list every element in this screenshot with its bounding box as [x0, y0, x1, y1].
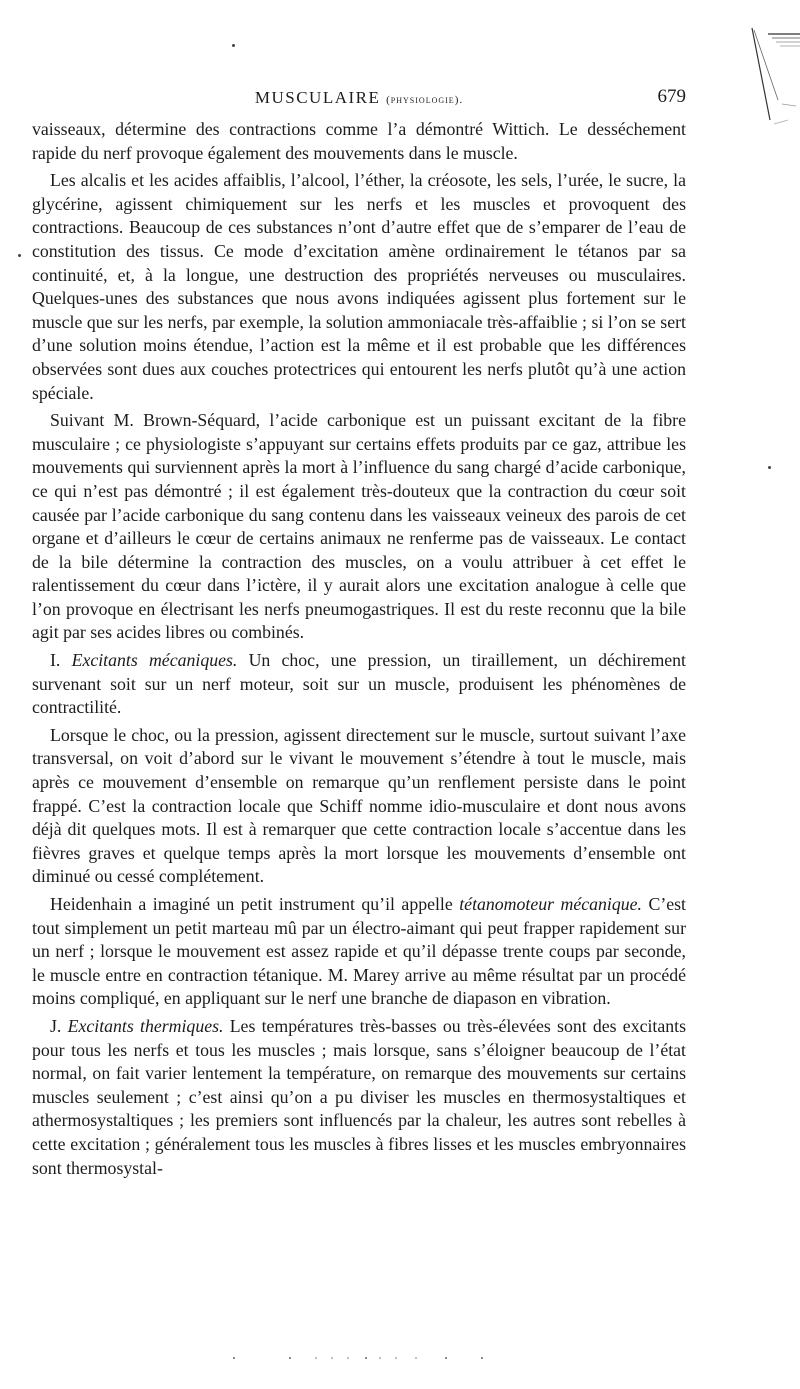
binding-edge-lines [682, 20, 800, 140]
section-label: J. [50, 1015, 62, 1036]
paragraph-heidenhain [32, 893, 686, 1011]
running-title [32, 88, 686, 108]
paragraph-carbonic-acid: Suivant M. Brown-Séquard, l’acide carbonique est un puissant excitant de la fibre musculaire ; ce physiologiste s’appuyant sur certains effets produits par ce gaz, attribue les mouvements qui surviennent après la mort à l’influence du sang chargé d’acide carbonique, ce qui n’est pas démontré ; il est également très-douteux que la contraction du cœur soit causée par l’acide carbonique du sang contenu dans les vaisseaux veineux des parois de cet organe et d’ailleurs le cœur de certains animaux ne renferme pas de vaisseaux. Le contact de la bile détermine la contraction des muscles, on a voulu attribuer à cet effet le ralentissement du cœur dans l’ictère, il y aurait alors une excitation analogue à celle que l’on provoque en électrisant les nerfs pneumogastriques. Il est du reste reconnu que la bile agit par ses acides libres ou combinés. [32, 410, 686, 643]
paragraph-thermal-excitants [32, 1015, 686, 1180]
running-title-main: MUSCULAIRE [254, 88, 381, 107]
stray-dot [232, 44, 235, 47]
stray-dot [768, 466, 771, 469]
running-title-subtitle: (physiologie). [386, 94, 464, 106]
paragraph-text: Un choc, une pression, un tiraillement, un déchirement survenant soit sur un nerf moteur, soit sur un muscle, produisent les phénomènes de contractilité. [32, 650, 687, 718]
paragraph-text: C’est tout simplement un petit marteau mû par un électro-aimant qui peut frapper rapidement sur un nerf ; lorsque le mouvement est assez rapide et qu’il dépasse trente coups par seconde, le muscle entre en contraction tétanique. M. Marey arrive au même résultat par un procédé moins compliqué, en appliquant sur le nerf une branche de diapason en vibration. [32, 894, 687, 1009]
section-label: I. [50, 650, 61, 671]
paragraph-continuation: vaisseaux, détermine des contractions comme l’a démontré Wittich. Le desséchement rapide du nerf provoque également des mouvements dans le muscle. [32, 119, 686, 163]
body-text [32, 118, 686, 1180]
stray-dot [18, 254, 21, 257]
paragraph-mechanical-excitants [32, 649, 686, 720]
paragraph-local-contraction: Lorsque le choc, ou la pression, agissent directement sur le muscle, surtout suivant l’axe transversal, on voit d’abord sur le vivant le mouvement s’étendre à tout le muscle, mais après ce mouvement d’ensemble on remarque qu’un renflement persiste dans le point frappé. C’est la contraction locale que Schiff nomme idio-musculaire et dont nous avons déjà dit quelques mots. Il est à remarquer que cette contraction locale s’accentue dans les fièvres graves et quelque temps après la mort lorsque les mouvements d’ensemble ont diminué ou cessé complétement. [32, 724, 686, 887]
paragraph-text: Heidenhain a imaginé un petit instrument qu’il appelle [50, 894, 460, 914]
section-title: Excitants thermiques. [67, 1015, 224, 1036]
page-header [32, 86, 686, 112]
section-title: Excitants mécaniques. [71, 650, 238, 671]
instrument-name: tétanomoteur mécanique. [459, 894, 642, 914]
footer-scan-dots [220, 1355, 520, 1361]
paragraph-text: Les températures très-basses ou très-élevées sont des excitants pour tous les nerfs et tous les muscles ; mais lorsque, sans s’éloigner beaucoup de l’état normal, on fait varier lentement la température, on remarque des mouvements sur certains muscles seulement ; c’est ainsi qu’on a pu diviser les muscles en thermosystaltiques et athermosystaltiques ; les premiers sont influencés par la chaleur, les autres sont rebelles à cette excitation ; généralement tous les muscles à fibres lisses et les muscles embryonnaires sont thermosystal- [32, 1015, 687, 1178]
paragraph-chemical-excitants: Les alcalis et les acides affaiblis, l’alcool, l’éther, la créosote, les sels, l’urée, le sucre, la glycérine, agissent chimiquement sur les nerfs et les muscles et provoquent des contractions. Beaucoup de ces substances n’ont d’autre effet que de s’emparer de l’eau de constitution des tissus. Ce mode d’excitation amène ordinairement le tétanos par sa continuité, et, à la longue, une destruction des propriétés nerveuses ou musculaires. Quelques-unes des substances que nous avons indiquées agissent plus fortement sur le muscle que sur les nerfs, par exemple, la solution ammoniacale très-affaiblie ; si l’on se sert d’une solution moins étendue, l’action est la même et il est probable que les différences observées sont dues aux couches protectrices qui entourent les nerfs plutôt qu’à une action spéciale. [32, 170, 686, 403]
page-number: 679 [657, 86, 686, 107]
page-edge-marks [682, 20, 800, 140]
